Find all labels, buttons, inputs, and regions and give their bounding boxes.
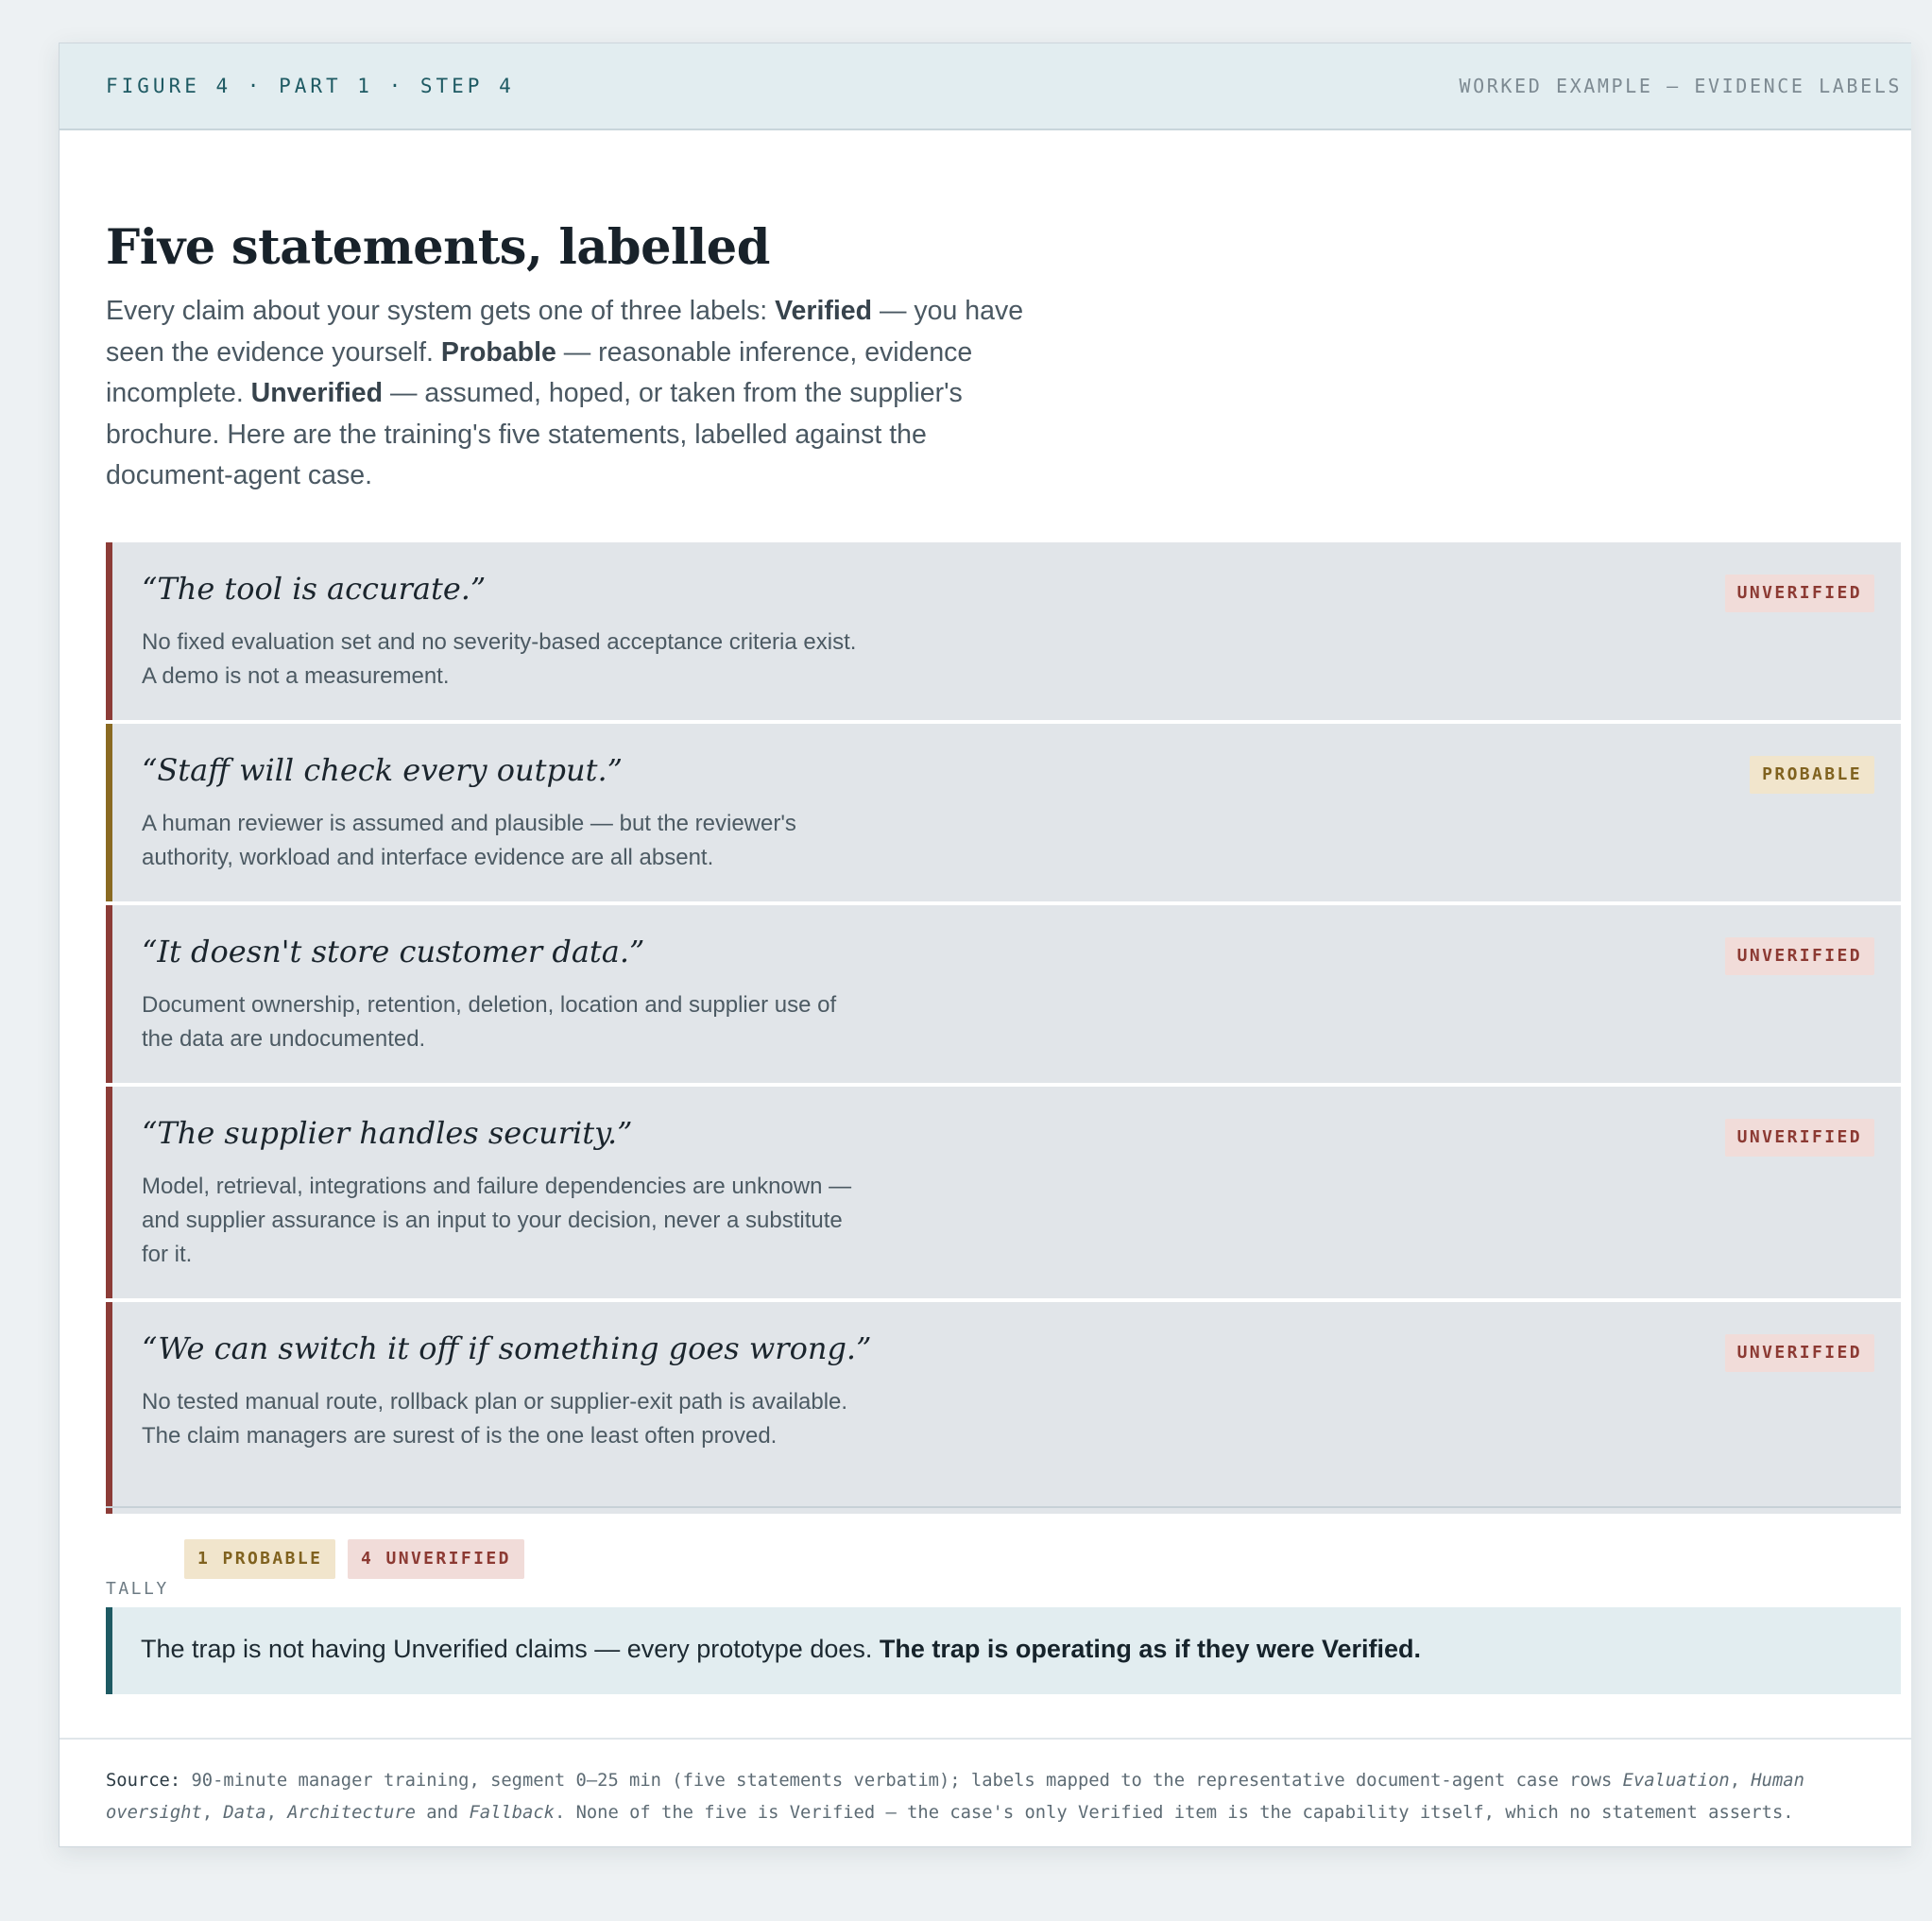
statement-item [106,905,1901,1083]
intro-term-verified: Verified [775,296,873,326]
status-badge: UNVERIFIED [1725,1334,1874,1372]
source-footer [60,1738,1911,1847]
statement-item [106,724,1901,901]
tally-label: TALLY [106,1579,169,1599]
statement-note: No fixed evaluation set and no severity-based acceptance criteria exist. A demo is not a measurement. [142,629,857,689]
case-row-name: Architecture [287,1803,416,1823]
intro-text: Every claim about your system gets one of three labels: [106,296,776,326]
page-title: Five statements, labelled [106,219,770,276]
statement-note: A human reviewer is assumed and plausible — but the reviewer's authority, workload and interface evidence are all absent. [142,811,796,870]
status-badge: UNVERIFIED [1725,1119,1874,1157]
statement-quote: “It doesn't store customer data.” [142,934,645,969]
status-badge: UNVERIFIED [1725,575,1874,612]
source-text: , [201,1803,224,1823]
statement-note: Document ownership, retention, deletion, location and supplier use of the data are undocumented. [142,992,837,1052]
figure-header [60,43,1911,130]
case-row-name: Data [223,1803,266,1823]
statement-note: Model, retrieval, integrations and failure dependencies are unknown — and supplier assurance is an input to your decision, never a substitute for it. [142,1174,852,1267]
statement-quote: “We can switch it off if something goes wrong.” [142,1330,872,1366]
statement-item [106,1302,1901,1514]
statement-item [106,542,1901,720]
case-row-name: Fallback [469,1803,555,1823]
callout-plain: The trap is not having Unverified claims — every prototype does. [141,1635,880,1663]
callout-emphasis: The trap is operating as if they were Verified. [879,1635,1422,1663]
takeaway-callout [106,1607,1901,1694]
statement-list [106,542,1901,1518]
source-text: , [1729,1771,1752,1791]
figure-card [59,43,1911,1847]
callout-text [141,1635,1421,1664]
status-badge: PROBABLE [1750,756,1874,794]
figure-label: FIGURE 4 · PART 1 · STEP 4 [106,75,515,97]
statement-note: No tested manual route, rollback plan or supplier-exit path is available. The claim managers are surest of is the one least often proved. [142,1389,848,1449]
case-row-name: Evaluation [1622,1771,1730,1791]
source-note [106,1765,1882,1829]
statement-item [106,1087,1901,1298]
statement-quote: “The supplier handles security.” [142,1115,633,1151]
section-divider [106,1506,1901,1508]
figure-kicker: WORKED EXAMPLE — EVIDENCE LABELS [1459,75,1902,97]
intro-term-unverified: Unverified [250,378,384,408]
intro-paragraph [106,291,1032,497]
statement-quote: “Staff will check every output.” [142,752,623,788]
case-row-name: Human oversight [106,1771,1804,1823]
source-text: and [415,1803,470,1823]
intro-text: — you have seen the evidence yourself. [106,296,1024,368]
source-label: Source: [106,1771,181,1791]
source-text: . None of the five is Verified — the case's only Verified item is the capability itself, which no statement asserts. [554,1803,1794,1823]
statement-quote: “The tool is accurate.” [142,571,487,607]
source-text: , [265,1803,288,1823]
tally-probable-badge: 1 PROBABLE [184,1539,335,1579]
intro-text: — reasonable inference, evidence incomplete. [106,336,973,408]
intro-term-probable: Probable [440,336,556,368]
tally-unverified-badge: 4 UNVERIFIED [348,1539,524,1579]
intro-text: — assumed, hoped, or taken from the supplier's brochure. Here are the training's five statements, labelled against the document-agent case. [106,378,963,490]
source-text: 90-minute manager training, segment 0–25 min (five statements verbatim); labels mapped to the representative document-agent case rows [180,1771,1623,1791]
status-badge: UNVERIFIED [1725,937,1874,975]
